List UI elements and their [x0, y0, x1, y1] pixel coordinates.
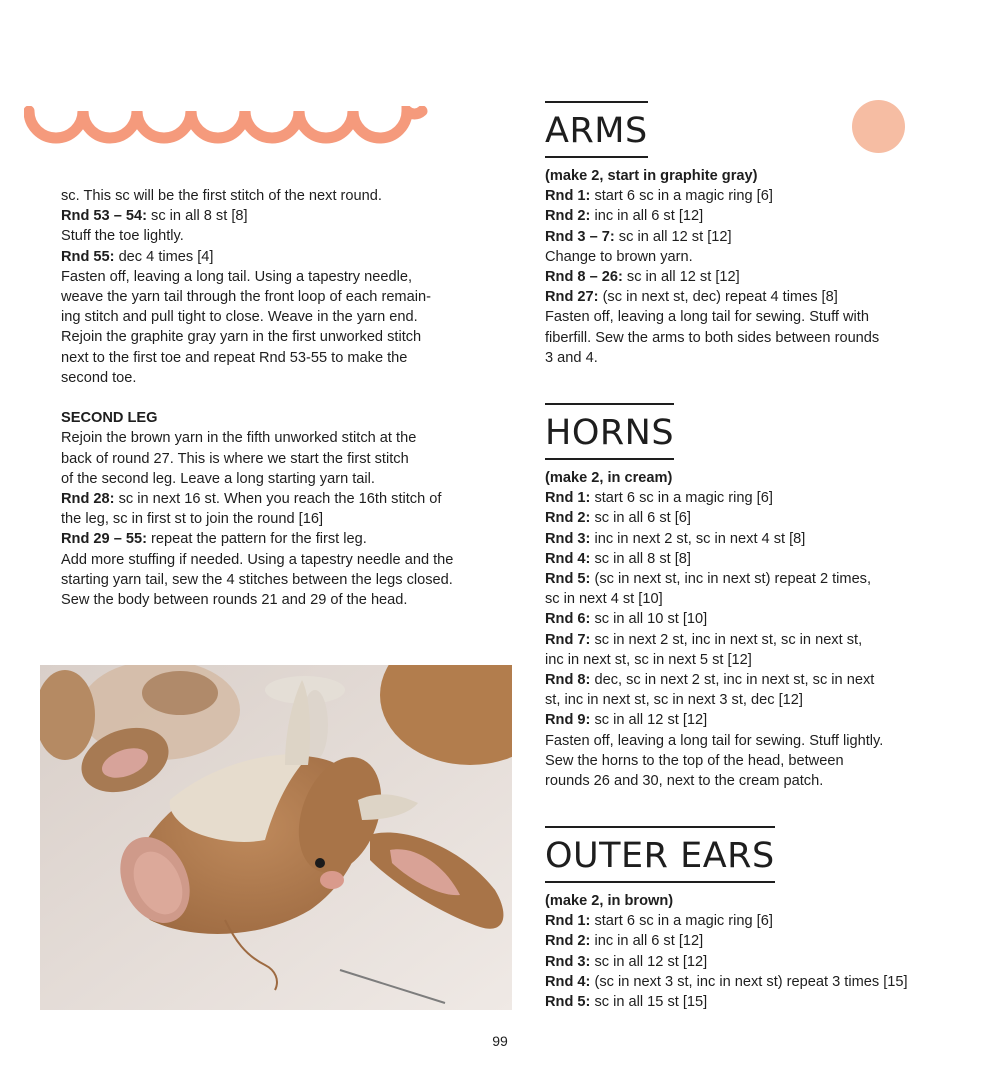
text-line: ing stitch and pull tight to close. Weave in the yarn end. — [61, 309, 418, 326]
text-line: Rnd 4: sc in all 8 st [8] — [545, 550, 691, 567]
outer-ears-title: OUTER EARS — [545, 826, 775, 883]
text-line: Fasten off, leaving a long tail for sewing. Stuff lightly. — [545, 732, 884, 749]
text-line: Rnd 7: sc in next 2 st, inc in next st, sc in next st, — [545, 631, 863, 648]
second-leg-lines — [61, 428, 511, 610]
outer-ears-section — [545, 891, 945, 1012]
crochet-cow-photo — [40, 665, 512, 1010]
text-line: the leg, sc in first st to join the round [16] — [61, 511, 324, 528]
text-line: starting yarn tail, sew the 4 stitches between the legs closed. — [61, 571, 453, 588]
horns-title: HORNS — [545, 403, 674, 460]
text-line: Rnd 2: sc in all 6 st [6] — [545, 510, 691, 527]
text-line: Rnd 2: inc in all 6 st [12] — [545, 208, 704, 225]
text-line: Rnd 1: start 6 sc in a magic ring [6] — [545, 490, 773, 507]
text-line: Rnd 6: sc in all 10 st [10] — [545, 611, 708, 628]
outer-ears-subtitle: (make 2, in brown) — [545, 893, 674, 909]
text-line: Rnd 55: dec 4 times [4] — [61, 248, 214, 265]
text-line: 3 and 4. — [545, 349, 598, 366]
text-line: of the second leg. Leave a long starting yarn tail. — [61, 470, 375, 487]
text-line: Rnd 5: sc in all 15 st [15] — [545, 994, 708, 1011]
second-leg-heading: SECOND LEG — [61, 410, 158, 427]
text-line: Rnd 3: sc in all 12 st [12] — [545, 953, 708, 970]
text-line: Change to brown yarn. — [545, 248, 693, 265]
left-lines — [61, 186, 511, 388]
text-line: Rnd 8 – 26: sc in all 12 st [12] — [545, 269, 740, 286]
text-line: Fasten off, leaving a long tail. Using a tapestry needle, — [61, 268, 413, 285]
text-line: Rejoin the graphite gray yarn in the first unworked stitch — [61, 329, 422, 346]
text-line: Rnd 28: sc in next 16 st. When you reach the 16th stitch of — [61, 491, 442, 508]
text-line: Stuff the toe lightly. — [61, 228, 184, 245]
decorative-circle — [852, 100, 905, 153]
text-line: Rnd 4: (sc in next 3 st, inc in next st) repeat 3 times [15] — [545, 973, 908, 990]
text-line: Rnd 3 – 7: sc in all 12 st [12] — [545, 228, 732, 245]
text-line: Sew the body between rounds 21 and 29 of the head. — [61, 592, 408, 609]
text-line: Rnd 2: inc in all 6 st [12] — [545, 933, 704, 950]
page-number: 99 — [492, 1033, 508, 1049]
arms-title: ARMS — [545, 101, 648, 158]
text-line: Rnd 8: dec, sc in next 2 st, inc in next st, sc in next — [545, 672, 875, 689]
horns-section — [545, 468, 945, 791]
text-line: Rnd 9: sc in all 12 st [12] — [545, 712, 708, 729]
text-line: sc in next 4 st [10] — [545, 591, 663, 608]
text-line: Rnd 3: inc in next 2 st, sc in next 4 st [8] — [545, 530, 806, 547]
text-line: Rejoin the brown yarn in the fifth unworked stitch at the — [61, 430, 417, 447]
scallop-wave-decoration — [24, 106, 430, 148]
text-line: Rnd 1: start 6 sc in a magic ring [6] — [545, 188, 773, 205]
arms-subtitle: (make 2, start in graphite gray) — [545, 168, 758, 184]
text-line: inc in next st, sc in next 5 st [12] — [545, 651, 752, 668]
text-line: Rnd 27: (sc in next st, dec) repeat 4 times [8] — [545, 289, 838, 306]
text-line: fiberfill. Sew the arms to both sides between rounds — [545, 329, 880, 346]
text-line: sc. This sc will be the first stitch of the next round. — [61, 188, 382, 204]
text-line: Rnd 5: (sc in next st, inc in next st) repeat 2 times, — [545, 571, 872, 588]
text-line: weave the yarn tail through the front loop of each remain- — [61, 289, 431, 306]
text-line: Rnd 53 – 54: sc in all 8 st [8] — [61, 208, 248, 225]
text-line: rounds 26 and 30, next to the cream patch. — [545, 773, 824, 790]
text-line: Rnd 1: start 6 sc in a magic ring [6] — [545, 913, 773, 930]
text-line: back of round 27. This is where we start the first stitch — [61, 450, 409, 467]
text-line: Rnd 29 – 55: repeat the pattern for the first leg. — [61, 531, 367, 548]
horns-subtitle: (make 2, in cream) — [545, 470, 673, 486]
left-column — [61, 186, 511, 610]
text-line: Add more stuffing if needed. Using a tapestry needle and the — [61, 551, 454, 568]
text-line: next to the first toe and repeat Rnd 53-55 to make the — [61, 349, 408, 366]
arms-section — [545, 166, 945, 368]
text-line: second toe. — [61, 369, 137, 386]
text-line: st, inc in next st, sc in next 3 st, dec [12] — [545, 692, 803, 709]
text-line: Sew the horns to the top of the head, between — [545, 752, 844, 769]
text-line: Fasten off, leaving a long tail for sewing. Stuff with — [545, 309, 869, 326]
